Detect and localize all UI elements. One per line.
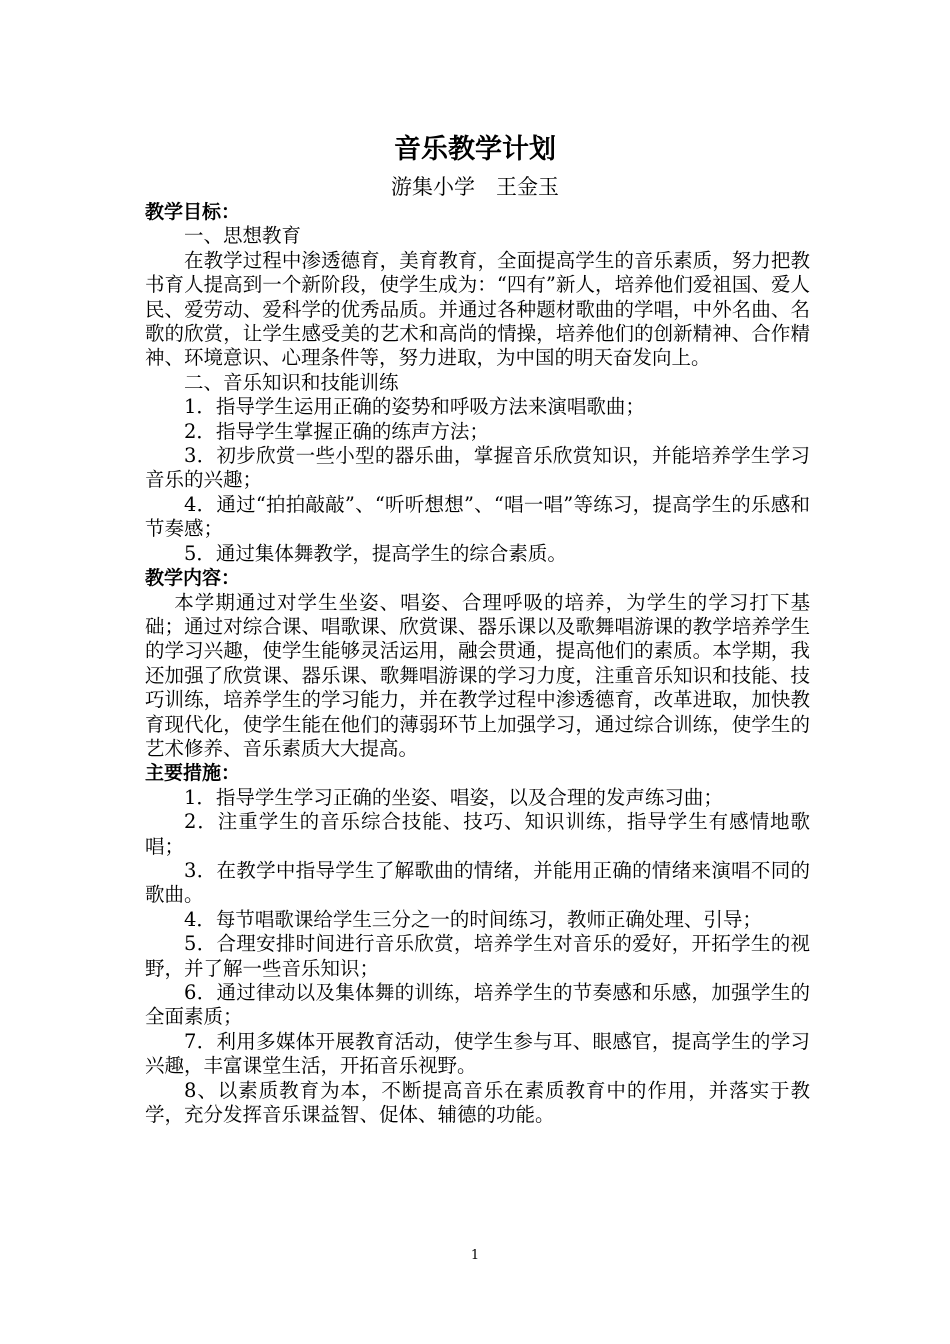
paragraph: 二、音乐知识和技能训练 — [184, 370, 399, 394]
document-body — [145, 200, 810, 1127]
list-item: 3．在教学中指导学生了解歌曲的情绪，并能用正确的情绪来演唱不同的歌曲。 — [145, 858, 810, 907]
paragraph: 本学期通过对学生坐姿、唱姿、合理呼吸的培养，为学生的学习打下基础；通过对综合课、唱歌课、欣赏课、器乐课以及歌舞唱游课的教学培养学生的学习兴趣，使学生能够灵活运用，融会贯通，提高他们的素质。本学期，我还加强了欣赏课、器乐课、歌舞唱游课的学习力度，注重音乐知识和技能、技巧训练，培养学生的学习能力，并在教学过程中渗透德育，改革进取，加快教育现代化，使学生能在他们的薄弱环节上加强学习，通过综合训练，使学生的艺术修养、音乐素质大大提高。 — [145, 590, 810, 760]
list-item: 2．指导学生掌握正确的练声方法； — [184, 419, 489, 443]
list-item: 5．合理安排时间进行音乐欣赏，培养学生对音乐的爱好，开拓学生的视野，并了解一些音乐知识； — [145, 932, 810, 980]
list-item: 4．通过“拍拍敲敲”、“听听想想”、“唱一唱”等练习，提高学生的乐感和节奏感； — [145, 492, 810, 541]
section-heading-content: 教学内容： — [145, 567, 241, 590]
list-item: 4．每节唱歌课给学生三分之一的时间练习，教师正确处理、引导； — [184, 907, 762, 931]
list-item: 5．通过集体舞教学，提高学生的综合素质。 — [184, 541, 567, 565]
list-item: 1．指导学生运用正确的姿势和呼吸方法来演唱歌曲； — [184, 395, 645, 419]
list-item: 8、以素质教育为本，不断提高音乐在素质教育中的作用，并落实于教学，充分发挥音乐课益智、促体、辅德的功能。 — [145, 1078, 810, 1127]
list-item: 2．注重学生的音乐综合技能、技巧、知识训练，指导学生有感情地歌唱； — [145, 810, 810, 858]
section-heading-measures: 主要措施： — [145, 762, 241, 785]
paragraph: 一、思想教育 — [184, 224, 302, 248]
list-item: 6．通过律动以及集体舞的训练，培养学生的节奏感和乐感，加强学生的全面素质； — [145, 981, 810, 1029]
document-title: 音乐教学计划 — [394, 134, 556, 165]
document-author: 游集小学 王金玉 — [391, 175, 559, 199]
section-heading-goals: 教学目标： — [145, 201, 241, 223]
paragraph: 在教学过程中渗透德育，美育教育，全面提高学生的音乐素质，努力把教书育人提高到一个新阶段，使学生成为：“四有”新人，培养他们爱祖国、爱人民、爱劳动、爱科学的优秀品质。并通过各种题材歌曲的学唱，中外名曲、名歌的欣赏，让学生感受美的艺术和高尚的情操，培养他们的创新精神、合作精神、环境意识、心理条件等，努力进取，为中国的明天奋发向上。 — [145, 248, 810, 370]
page-number: 1 — [470, 1248, 480, 1263]
list-item: 1．指导学生学习正确的坐姿、唱姿，以及合理的发声练习曲； — [184, 785, 723, 809]
list-item: 7．利用多媒体开展教育活动，使学生参与耳、眼感官，提高学生的学习兴趣，丰富课堂生活，开拓音乐视野。 — [145, 1029, 810, 1078]
list-item: 3．初步欣赏一些小型的器乐曲，掌握音乐欣赏知识，并能培养学生学习音乐的兴趣； — [145, 444, 810, 492]
